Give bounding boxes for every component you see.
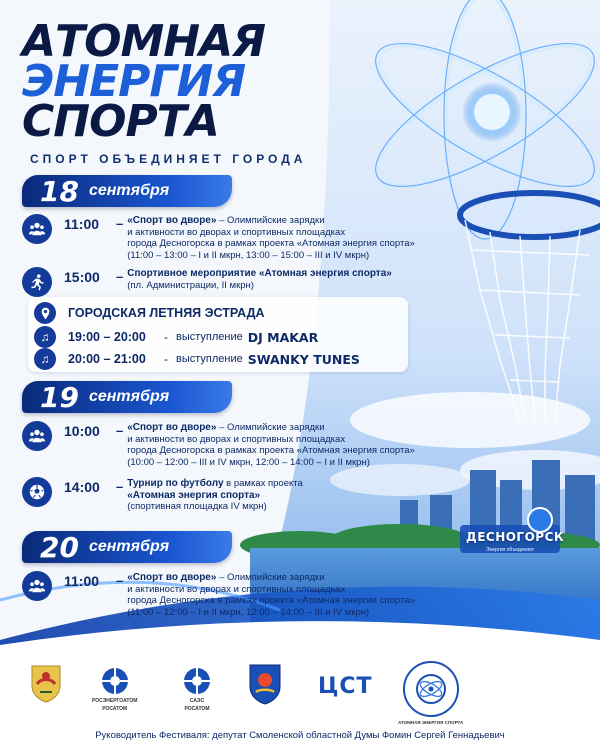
day-number: 19 [40, 380, 79, 414]
event-time: 14:00 [64, 479, 100, 495]
subtitle: СПОРТ ОБЪЕДИНЯЕТ ГОРОДА [30, 152, 307, 166]
event-time: 15:00 [64, 269, 100, 285]
event-dash: – [116, 423, 124, 438]
people-icon [22, 214, 52, 244]
logo-caption: АТОМНАЯ ЭНЕРГИЯ СПОРТА [398, 720, 464, 725]
day-number: 18 [40, 174, 79, 208]
music-note-icon: ♫ [34, 326, 56, 348]
event-line: (спортивная площадка IV мкрн) [127, 501, 267, 512]
cst-logo [318, 674, 373, 699]
event-18-2 [22, 266, 392, 297]
cst-logo-text: ЦСТ [318, 674, 373, 699]
event-line: (11:00 – 12:00 – I и II мкрн, 12:00 – 14:00 – III и IV мкрн) [127, 606, 370, 618]
event-line: города Десногорска в рамках проекта «Атомная энергия спорта» [127, 445, 415, 456]
event-line: «Атомная энергия спорта» [127, 489, 261, 501]
event-dash: – [116, 479, 124, 494]
performance-label: выступление [176, 353, 243, 365]
logo-caption: РОСАТОМ [102, 706, 128, 712]
event-title: «Спорт во дворе» [127, 422, 217, 433]
performance-dash: - [164, 330, 168, 344]
event-line: и активности во дворах и спортивных площадках [127, 433, 346, 445]
stage-title: ГОРОДСКАЯ ЛЕТНЯЯ ЭСТРАДА [68, 306, 265, 320]
event-time: 11:00 [64, 573, 100, 589]
event-line: города Десногорска в рамках проекта «Атомная энергия спорта» [127, 238, 415, 249]
event-line: города Десногорска в рамках проекта «Атомная энергия спорта» [127, 595, 415, 606]
event-line: и активности во дворах и спортивных площадках [127, 226, 346, 238]
day-number: 20 [40, 530, 79, 564]
runner-icon [22, 267, 52, 297]
event-19-1 [22, 420, 415, 468]
performance-time: 19:00 – 20:00 [68, 330, 146, 344]
location-pin-icon [34, 302, 56, 324]
event-dash: – [116, 573, 124, 588]
title-line-1: АТОМНАЯ [22, 16, 266, 67]
title-line-2: ЭНЕРГИЯ [22, 56, 246, 107]
event-title: «Спорт во дворе» [127, 572, 217, 583]
smolensk-coat-of-arms-logo [30, 662, 62, 704]
event-line: и активности во дворах и спортивных площадках [127, 583, 346, 595]
stage-performance-1 [34, 326, 318, 348]
desnogorsk-coat-of-arms-logo [248, 662, 282, 706]
city-sign-tagline: Энергия объединяет [486, 547, 534, 553]
people-icon [22, 421, 52, 451]
music-note-icon: ♫ [34, 348, 56, 370]
event-description [127, 268, 392, 291]
day-badge-20 [22, 531, 232, 563]
stage-performance-2 [34, 348, 360, 370]
performance-label: выступление [176, 331, 243, 343]
event-title: Турнир по футболу [127, 478, 224, 489]
logo-caption: РОСАТОМ [184, 706, 210, 712]
atomic-energy-sport-ring-logo [398, 660, 463, 725]
event-title: «Спорт во дворе» [127, 215, 217, 226]
day-badge-18 [22, 175, 232, 207]
rosenergoatom-logo [92, 666, 137, 712]
event-line: (пл. Администрации, II мкрн) [127, 279, 254, 291]
event-18-1 [22, 213, 415, 261]
event-line: (11:00 – 13:00 – I и II мкрн, 13:00 – 15:00 – III и IV мкрн) [127, 249, 370, 261]
event-line: – Олимпийские зарядки [216, 422, 325, 433]
performance-artist: SWANKY TUNES [247, 351, 360, 367]
event-description [127, 572, 415, 618]
title-block [22, 16, 307, 166]
day-month: сентября [88, 182, 170, 199]
stage-title-row [34, 302, 265, 324]
event-time: 11:00 [64, 216, 100, 232]
logo-caption: РОСЭНЕРГОАТОМ [92, 698, 138, 704]
event-line: – Олимпийские зарядки [216, 572, 325, 583]
people-icon [22, 571, 52, 601]
event-description [127, 422, 415, 468]
event-line: (10:00 – 12:00 – III и IV мкрн, 12:00 – 14:00 – I и II мкрн) [127, 456, 370, 468]
logo-caption: САЭС [189, 698, 205, 704]
day-month: сентября [88, 538, 170, 555]
performance-artist: DJ MAKAR [247, 329, 319, 345]
event-dash: – [116, 269, 124, 284]
day-month: сентября [88, 388, 170, 405]
football-icon [22, 477, 52, 507]
event-dash: – [116, 216, 124, 231]
event-19-2 [22, 476, 303, 513]
performance-time: 20:00 – 21:00 [68, 352, 146, 366]
event-line: в рамках проекта [223, 478, 303, 489]
day-badge-19 [22, 381, 232, 413]
title-line-3: СПОРТА [22, 96, 219, 147]
event-description [127, 478, 303, 513]
event-20-1 [22, 570, 415, 618]
event-time: 10:00 [64, 423, 100, 439]
city-sign: ДЕСНОГОРСК [466, 530, 565, 544]
footer-text: Руководитель Фестиваля: депутат Смоленской областной Думы Фомин Сергей Геннадьевич [95, 730, 505, 741]
performance-dash: - [164, 352, 168, 366]
event-line: – Олимпийские зарядки [216, 215, 325, 226]
event-title: Спортивное мероприятие «Атомная энергия спорта» [127, 268, 392, 279]
saes-logo [180, 666, 214, 712]
event-description [127, 215, 415, 261]
partner-logos [0, 652, 600, 725]
